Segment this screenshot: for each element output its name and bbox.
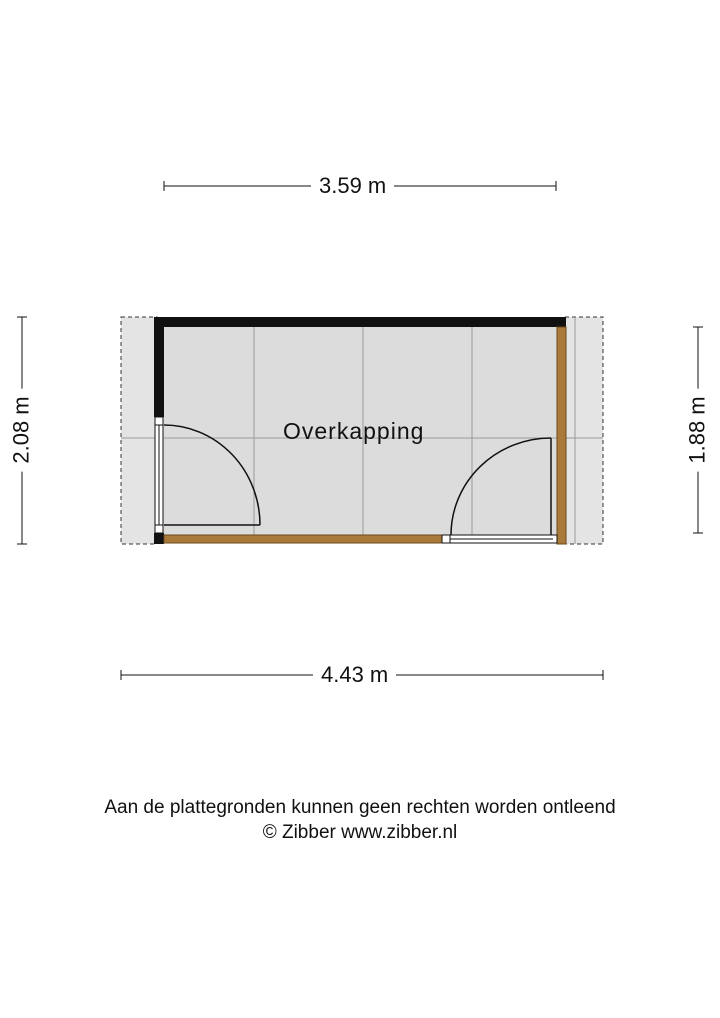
bottom-wall-wood <box>164 535 442 543</box>
credit-text: © Zibber www.zibber.nl <box>262 822 458 843</box>
disclaimer-text: Aan de plattegronden kunnen geen rechten worden ontleend <box>104 797 616 818</box>
top-wall <box>154 317 566 327</box>
right-wall-wood <box>557 327 566 544</box>
left-wall-lower-post <box>154 533 164 544</box>
left-overhang-zone <box>121 317 157 544</box>
dim-top-label: 3.59 m <box>311 173 394 199</box>
dim-left-label: 2.08 m <box>9 388 35 471</box>
dim-bottom-label: 4.43 m <box>313 662 396 688</box>
right-overhang-zone <box>565 317 603 544</box>
dim-right-label: 1.88 m <box>685 388 711 471</box>
left-wall-upper <box>154 317 164 417</box>
room-label: Overkapping <box>283 418 425 444</box>
